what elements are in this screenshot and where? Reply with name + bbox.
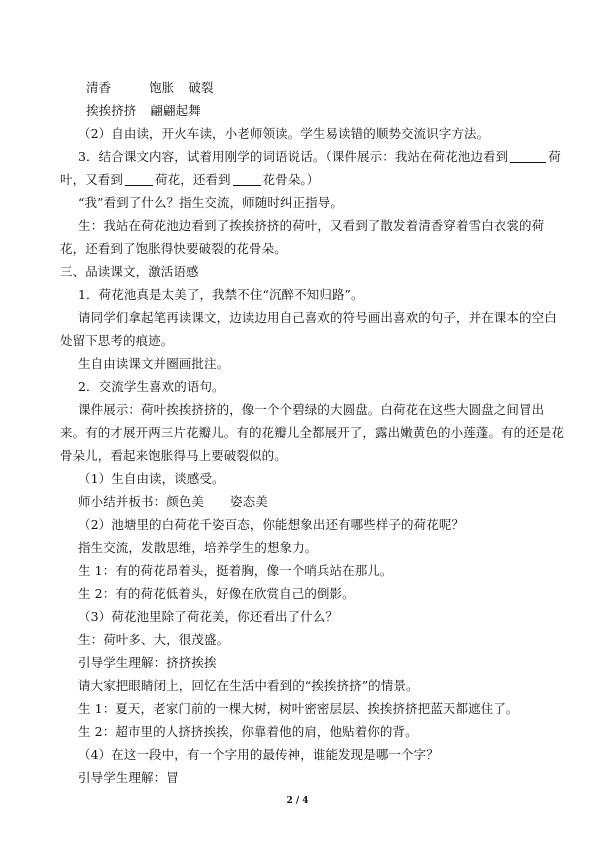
text-run: 花骨朵。） [262,172,320,187]
text-run: 3．结合课文内容，试着用刚学的词语说话。（课件展示：我站在荷花池边看到 [78,149,509,164]
paragraph-line: 生：我站在荷花池边看到了挨挨挤挤的荷叶，又看到了散发着清香穿着雪白衣裳的荷 [78,218,545,233]
paragraph-line: 课件展示：荷叶挨挨挤挤的，像一个个碧绿的大圆盘。白荷花在这些大圆盘之间冒出 [78,402,545,417]
paragraph-line: （1）生自由读，谈感受。 [78,471,225,486]
paragraph-line: 生 2：有的荷花低着头，好像在欣赏自己的倒影。 [78,586,355,601]
paragraph-line: 请大家把眼睛闭上，回忆在生活中看到的“挨挨挤挤”的情景。 [78,678,419,693]
fill-blank [233,173,261,186]
paragraph-line: 指生交流，发散思维，培养学生的想象力。 [78,540,318,555]
paragraph-line: 2．交流学生喜欢的语句。 [78,379,225,394]
vocab-word: 翩翩起舞 [150,103,201,118]
vocab-row-2 [86,103,576,119]
text-run: 荷花，还看到 [155,172,231,187]
paragraph-line: 生：荷叶多、大，很茂盛。 [78,632,230,647]
paragraph-line: 1．荷花池真是太美了，我禁不住“沉醉不知归路”。 [78,287,364,302]
paragraph-line [78,494,568,510]
paragraph-line: 生 1：有的荷花昂着头，挺着胸，像一个哨兵站在那儿。 [78,563,393,578]
paragraph-line: 花，还看到了饱胀得快要破裂的花骨朵。 [60,241,287,256]
vocab-row-1 [86,80,576,96]
paragraph-line [60,172,550,188]
paragraph-line: （4）在这一段中，有一个字用的最传神，谁能发现是哪一个字？ [78,747,439,762]
paragraph-line: “我”看到了什么？指生交流，师随时纠正指导。 [78,195,343,210]
page-number: 2 / 4 [286,796,309,806]
paragraph-line: 引导学生理解：挤挤挨挨 [78,655,217,670]
paragraph-line: （2）池塘里的白荷花千姿百态，你能想象出还有哪些样子的荷花呢？ [78,517,465,532]
vocab-word: 饱胀 [149,80,175,95]
section-heading: 三、品读课文，激活语感 [60,264,199,279]
paragraph-line: 请同学们拿起笔再读课文，边读边用自己喜欢的符号画出喜欢的句子，并在课本的空白 [78,310,557,325]
text-run: 叶，又看到 [60,172,124,187]
paragraph-line [78,149,568,165]
paragraph-line: 生 2：超市里的人挤挤挨挨，你靠着他的肩，他贴着你的背。 [78,724,418,739]
paragraph-line: （3）荷花池里除了荷花美，你还看出了什么？ [78,609,339,624]
vocab-word: 破裂 [188,80,214,95]
paragraph-line: 引导学生理解：冒 [78,770,179,785]
paragraph-line: 生 1：夏天，老家门前的一棵大树，树叶密密层层、挨挨挤挤把蓝天都遮住了。 [78,701,519,716]
text-run: 师小结并板书：颜色美 [78,494,205,509]
fill-blank [510,150,546,163]
vocab-word: 清香 [86,80,112,95]
vocab-word: 挨挨挤挤 [86,103,137,118]
text-run: 荷 [548,149,561,164]
paragraph-line: 处留下思考的痕迹。 [60,333,174,348]
text-run: 姿态美 [230,494,268,509]
fill-blank [125,173,153,186]
paragraph-line: 骨朵儿，看起来饱胀得马上要破裂似的。 [60,448,287,463]
paragraph-line: （2）自由读，开火车读，小老师领读。学生易读错的顺势交流识字方法。 [78,126,490,141]
paragraph-line: 来。有的才展开两三片花瓣儿。有的花瓣儿全都展开了，露出嫩黄色的小莲蓬。有的还是花 [60,425,565,440]
paragraph-line: 生自由读课文并圈画批注。 [78,356,230,371]
